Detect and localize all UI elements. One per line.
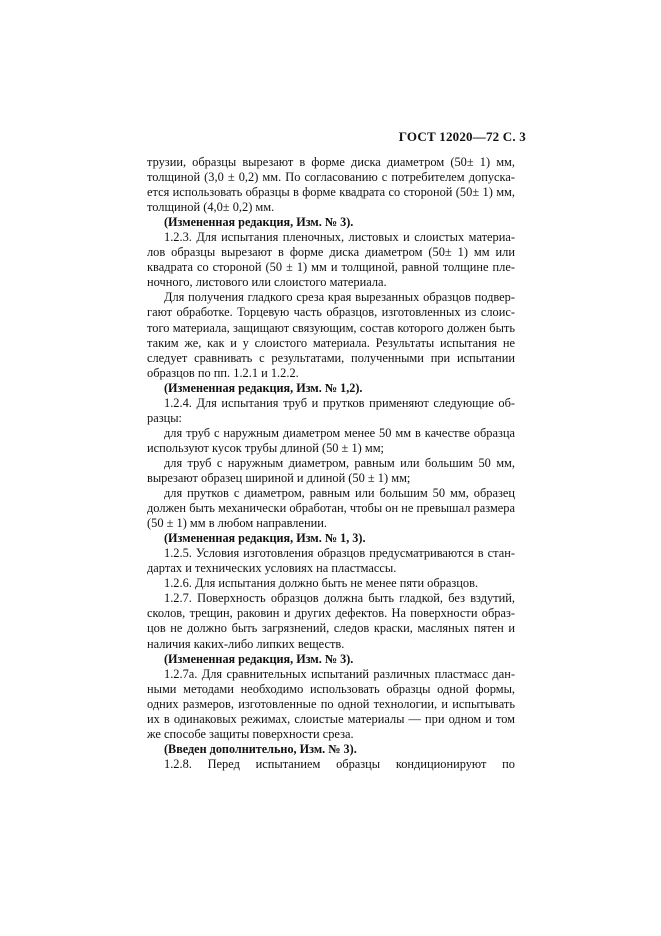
- amendment-note: (Измененная редакция, Изм. № 1,2).: [164, 380, 363, 395]
- clause-1-2-7a: 1.2.7а. Для сравнительных испытаний различных пластмасс дан-ными методами необходимо использовать образцы одной формы, одних размеров, изготовленные по одной технологии, и испытывать их в одинаковых режимах, слоистые материалы — при одном и том же способе защиты поверхности среза.: [147, 666, 515, 741]
- list-item: для труб с наружным диаметром, равным или большим 50 мм, вырезают образец шириной и длиной (50 ± 1) мм;: [147, 455, 515, 485]
- paragraph: трузии, образцы вырезают в форме диска диаметром (50± 1) мм, толщиной (3,0 ± 0,2) мм. По согласованию с потребителем допуска-ется использовать образцы в форме квадрата со стороной (50± 1) мм, толщиной (4,0± 0,2) мм.: [147, 155, 515, 215]
- clause-1-2-6: 1.2.6. Для испытания должно быть не менее пяти образцов.: [164, 576, 479, 591]
- clause-1-2-4: 1.2.4. Для испытания труб и прутков применяют следующие об-разцы:: [147, 395, 515, 425]
- clause-1-2-8: 1.2.8. Перед испытанием образцы кондиционируют по: [164, 756, 515, 771]
- clause-1-2-7: 1.2.7. Поверхность образцов должна быть гладкой, без вздутий, сколов, трещин, раковин и других дефектов. На поверхности образ-цов не должно быть загрязнений, следов краски, масляных пятен и наличия каких-либо липких веществ.: [147, 591, 515, 651]
- amendment-note: (Введен дополнительно, Изм. № 3).: [164, 741, 357, 756]
- list-item: для прутков с диаметром, равным или большим 50 мм, образец должен быть механически обработан, чтобы он не превышал размера (50 ± 1) мм в любом направлении.: [147, 486, 515, 531]
- clause-1-2-3: 1.2.3. Для испытания пленочных, листовых и слоистых материа-лов образцы вырезают в форме диска диаметром (50± 1) мм или квадрата со стороной (50 ± 1) мм и толщиной, равной толщине пле-ночного, листового или слоистого материала.: [147, 230, 515, 290]
- amendment-note: (Измененная редакция, Изм. № 1, 3).: [164, 531, 366, 546]
- amendment-note: (Измененная редакция, Изм. № 3).: [164, 215, 354, 230]
- document-body: [147, 155, 515, 772]
- list-item: для труб с наружным диаметром менее 50 мм в качестве образца используют кусок трубы длиной (50 ± 1) мм;: [147, 425, 515, 455]
- page-header: ГОСТ 12020—72 С. 3: [398, 129, 526, 144]
- clause-1-2-5: 1.2.5. Условия изготовления образцов предусматриваются в стан-дартах и технических условиях на пластмассы.: [147, 546, 515, 576]
- amendment-note: (Измененная редакция, Изм. № 3).: [164, 651, 354, 666]
- paragraph: Для получения гладкого среза края вырезанных образцов подвер-гают обработке. Торцевую часть образцов, изготовленных из слоис-того материала, защищают связующим, состав которого должен быть таким же, как и у слоистого материала. Результаты испытания не следует сравнивать с результатами, полученными при испытании образцов по пп. 1.2.1 и 1.2.2.: [147, 290, 515, 380]
